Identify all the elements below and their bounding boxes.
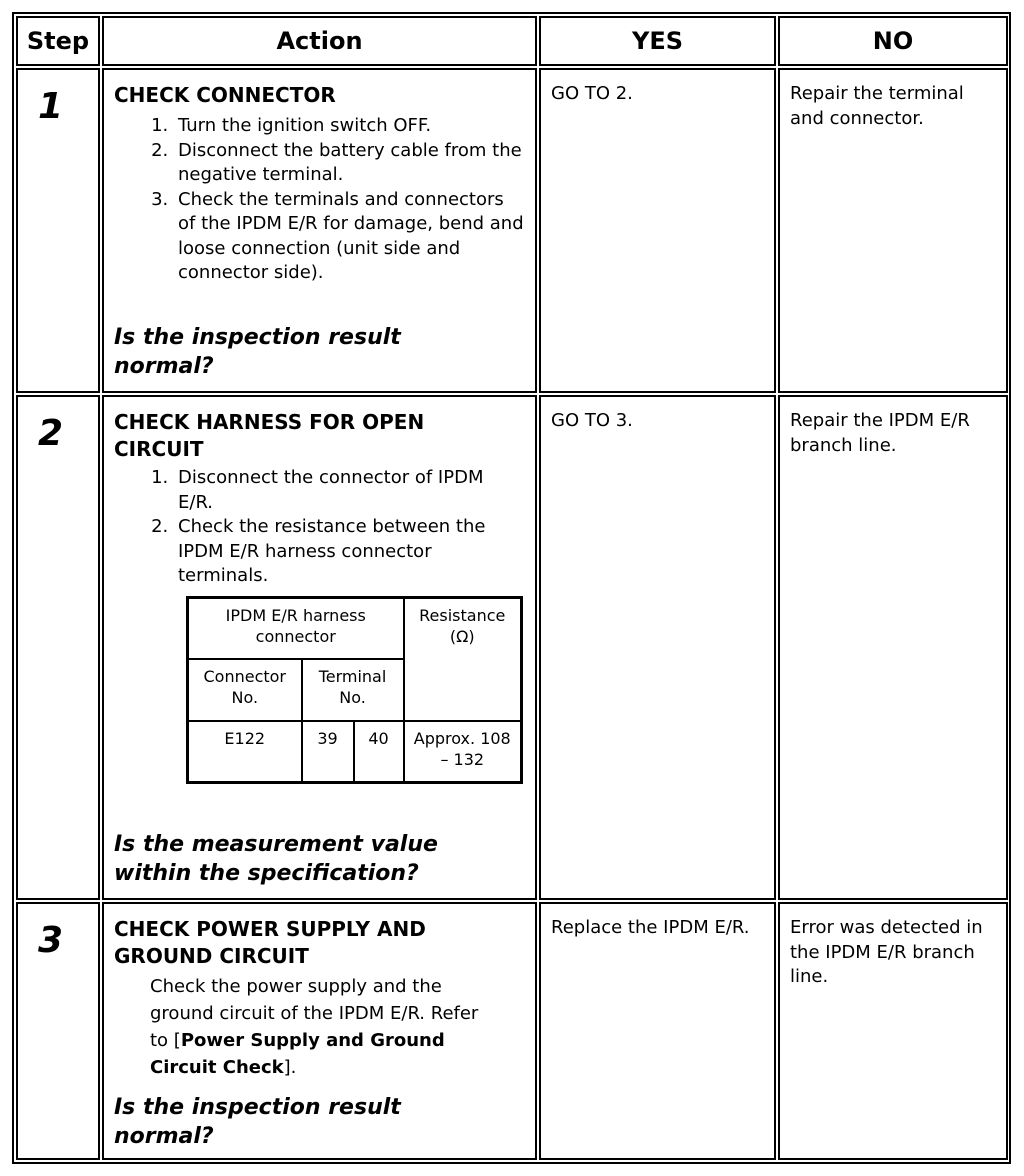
- procedure-text-after: ].: [283, 1057, 297, 1078]
- step-title: CHECK POWER SUPPLY AND GROUND CIRCUIT: [114, 917, 426, 968]
- procedure-text-before: Check the power supply and the ground circuit of the IPDM E/R. Refer to [: [150, 976, 479, 1051]
- row1-no-cell: [778, 68, 1008, 393]
- procedure-list: [104, 114, 525, 286]
- step-title: CHECK CONNECTOR: [114, 83, 336, 107]
- inspection-question: Is the inspection result normal?: [114, 325, 401, 379]
- row1-yes-cell: [539, 68, 776, 393]
- terminal-no-header: Terminal No.: [302, 659, 404, 721]
- resistance-spec-table: [186, 596, 523, 784]
- step-title: CHECK HARNESS FOR OPEN CIRCUIT: [114, 410, 425, 461]
- no-answer: Repair the IPDM E/R branch line.: [790, 410, 970, 456]
- step-number: 3: [38, 920, 64, 961]
- resistance-header: Resistance (Ω): [404, 598, 522, 721]
- header-no-label: NO: [872, 27, 914, 55]
- row1-step-cell: [16, 68, 100, 393]
- procedure-item: 2. Check the resistance between the IPDM E/R harness connector terminals.: [174, 515, 515, 589]
- row2-no-cell: [778, 395, 1008, 900]
- measurement-question: Is the measurement value within the specification?: [114, 832, 438, 886]
- procedure-item: 2. Disconnect the battery cable from the negative terminal.: [174, 139, 525, 188]
- row2-yes-cell: [539, 395, 776, 900]
- header-action-label: Action: [276, 27, 363, 55]
- procedure-item: 1. Turn the ignition switch OFF.: [174, 114, 525, 139]
- resistance-value: Approx. 108 – 132: [404, 721, 522, 783]
- header-no: [778, 16, 1008, 66]
- row3-no-cell: [778, 902, 1008, 1160]
- row3-action-cell: [102, 902, 537, 1160]
- yes-answer: GO TO 3.: [551, 410, 633, 431]
- row1-action-cell: [102, 68, 537, 393]
- no-answer: Error was detected in the IPDM E/R branch line.: [790, 917, 983, 987]
- procedure-text: [150, 973, 485, 1081]
- yes-answer: Replace the IPDM E/R.: [551, 917, 750, 938]
- terminal-a-value: 39: [302, 721, 354, 783]
- header-step: [16, 16, 100, 66]
- procedure-item: 1. Disconnect the connector of IPDM E/R.: [174, 466, 515, 515]
- terminal-b-value: 40: [354, 721, 404, 783]
- step-number: 1: [38, 86, 64, 127]
- header-action: [102, 16, 537, 66]
- row2-step-cell: [16, 395, 100, 900]
- step-number: 2: [38, 413, 64, 454]
- header-yes-label: YES: [631, 27, 684, 55]
- header-step-label: Step: [26, 27, 90, 55]
- inspection-question: Is the inspection result normal?: [114, 1095, 401, 1149]
- row2-action-cell: [102, 395, 537, 900]
- no-answer: Repair the terminal and connector.: [790, 83, 964, 129]
- reference-link[interactable]: Power Supply and Ground Circuit Check: [150, 1030, 445, 1078]
- row3-step-cell: [16, 902, 100, 1160]
- harness-connector-header: IPDM E/R harness connector: [188, 598, 404, 659]
- connector-value: E122: [188, 721, 302, 783]
- header-yes: [539, 16, 776, 66]
- connector-no-header: Connector No.: [188, 659, 302, 721]
- procedure-list: [104, 466, 515, 589]
- procedure-item: 3. Check the terminals and connectors of the IPDM E/R for damage, bend and loose connection (unit side and connector side).: [174, 188, 525, 286]
- row3-yes-cell: [539, 902, 776, 1160]
- yes-answer: GO TO 2.: [551, 83, 633, 104]
